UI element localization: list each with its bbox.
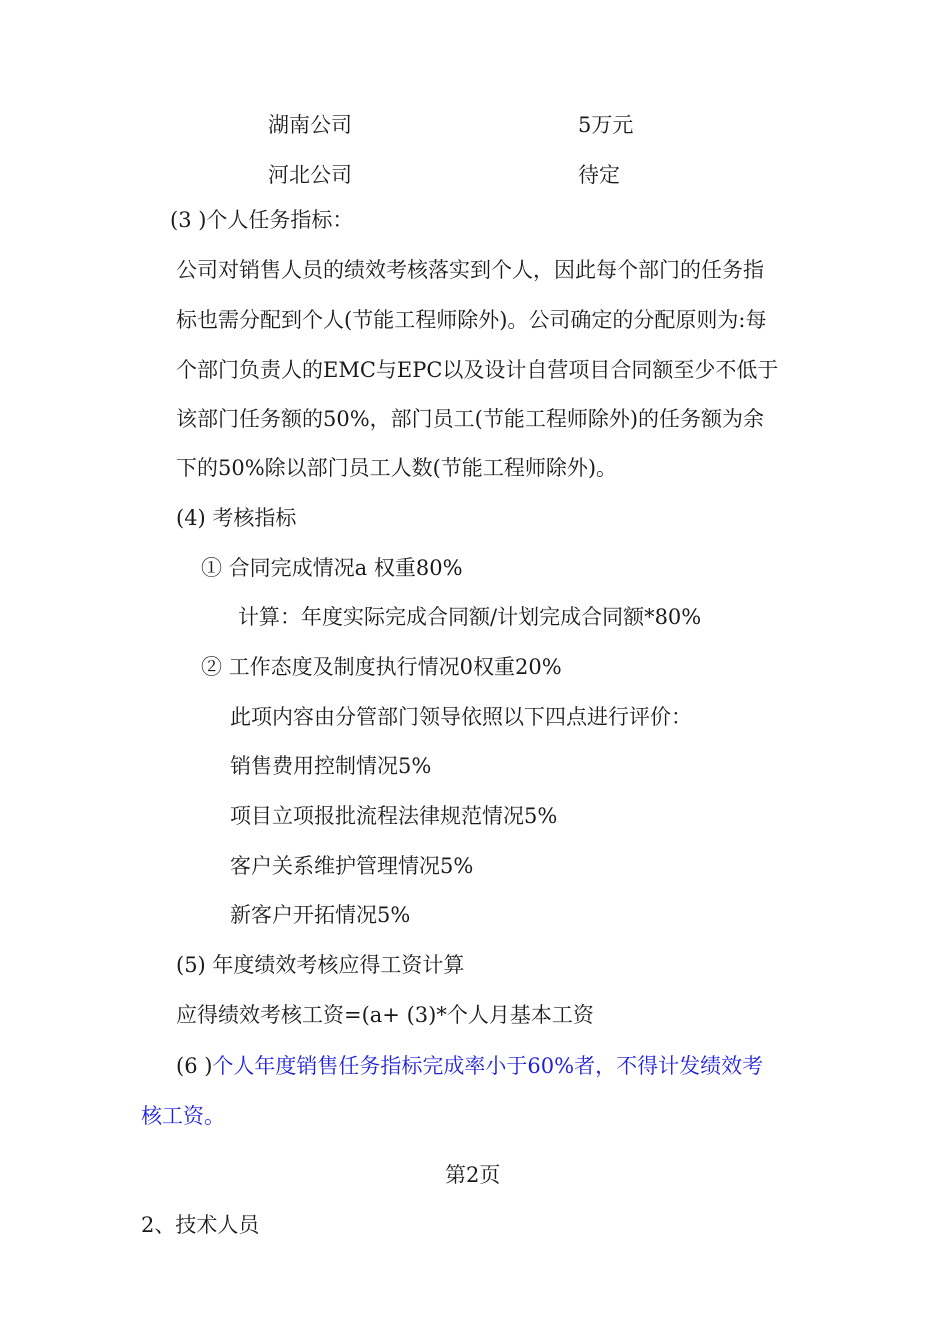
paragraph-line: 个部门负责人的EMC与EPC以及设计自营项目合同额至少不低于 (176, 358, 779, 382)
paragraph-line: 标也需分配到个人(节能工程师除外)。公司确定的分配原则为:每 (176, 308, 767, 332)
evaluation-item: 销售费用控制情况5% (230, 754, 432, 778)
paragraph-line: 公司对销售人员的绩效考核落实到个人，因此每个部门的任务指 (176, 258, 764, 282)
section-6-prefix: (6 ) (176, 1054, 213, 1078)
section-5-heading: (5) 年度绩效考核应得工资计算 (176, 953, 465, 977)
next-section-heading: 2、技术人员 (141, 1213, 260, 1237)
section-4-heading: (4) 考核指标 (176, 506, 297, 530)
criterion-1: ① 合同完成情况a 权重80% (201, 556, 463, 580)
criterion-1-calc: 计算：年度实际完成合同额/计划完成合同额*80% (238, 605, 702, 629)
salary-formula: 应得绩效考核工资=(a+ (3)*个人月基本工资 (176, 1003, 594, 1027)
page-number: 第2页 (445, 1163, 501, 1187)
section-3-heading: (3 )个人任务指标： (170, 208, 354, 232)
company-amount: 待定 (578, 163, 620, 187)
company-name: 河北公司 (268, 163, 352, 187)
criterion-2-intro: 此项内容由分管部门领导依照以下四点进行评价： (230, 705, 692, 729)
company-amount: 5万元 (578, 113, 634, 137)
paragraph-line: 该部门任务额的50%，部门员工(节能工程师除外)的任务额为余 (176, 407, 765, 431)
paragraph-line: 下的50%除以部门员工人数(节能工程师除外)。 (176, 456, 618, 480)
evaluation-item: 项目立项报批流程法律规范情况5% (230, 804, 558, 828)
evaluation-item: 客户关系维护管理情况5% (230, 854, 474, 878)
company-name: 湖南公司 (268, 113, 352, 137)
evaluation-item: 新客户开拓情况5% (230, 903, 411, 927)
criterion-2: ② 工作态度及制度执行情况0权重20% (201, 655, 562, 679)
section-6-text: 个人年度销售任务指标完成率小于60%者，不得计发绩效考 (212, 1054, 764, 1078)
section-6-line (176, 1056, 763, 1077)
section-6-line-2: 核工资。 (141, 1104, 225, 1128)
